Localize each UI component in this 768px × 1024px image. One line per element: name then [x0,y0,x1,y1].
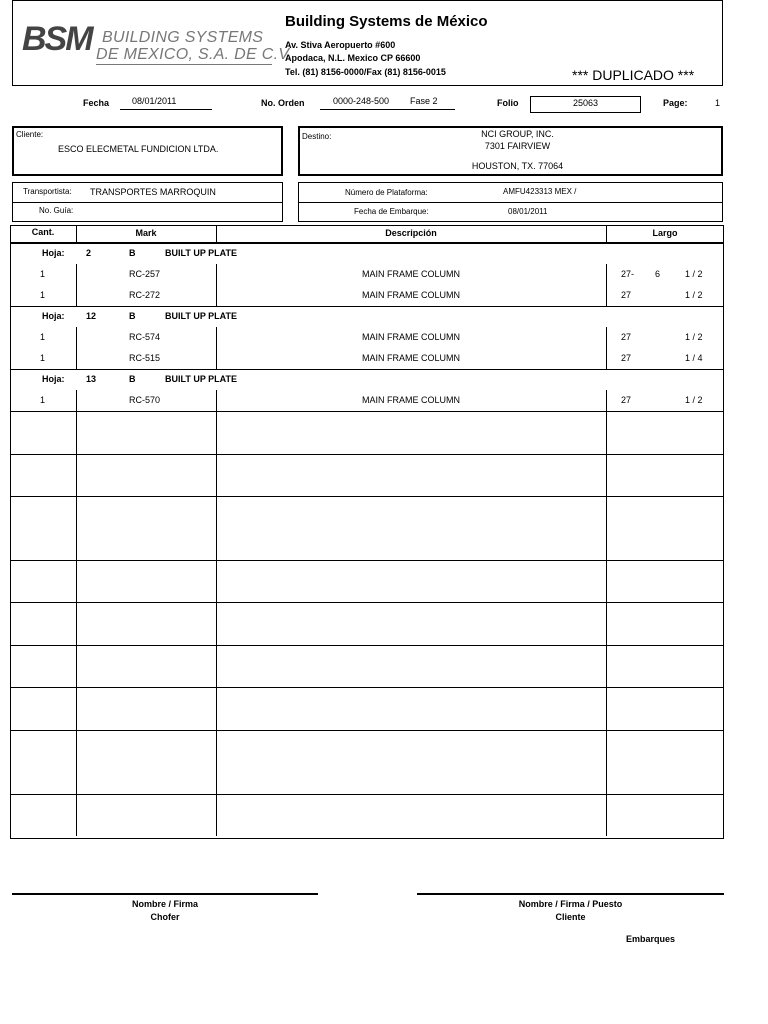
empty-row-divider [10,560,724,561]
logo-underline [96,64,272,65]
group-hoja-label: Hoja: [42,248,65,258]
col-header-cant: Cant. [31,227,55,237]
item-col-sep-3 [606,327,607,369]
empty-row-divider [10,645,724,646]
cliente-name: ESCO ELECMETAL FUNDICION LTDA. [58,144,219,154]
fecha-underline [120,109,212,110]
empty-col-sep-2 [216,454,217,496]
row-cant: 1 [40,353,46,363]
item-col-sep-1 [76,264,77,306]
empty-col-sep-1 [76,411,77,454]
orden-label: No. Orden [261,98,305,108]
group-title: BUILT UP PLATE [165,374,237,384]
row-mark: RC-570 [129,395,161,405]
col-header-largo: Largo [652,228,678,238]
empty-col-sep-3 [606,560,607,602]
row-cant: 1 [40,395,46,405]
destino-line-2: 7301 FAIRVIEW [484,141,551,151]
logo-line-2: DE MEXICO, S.A. DE C.V. [96,46,293,63]
group-top-divider [10,306,724,307]
row-largo-feet: 27 [621,353,632,363]
row-largo-fraction: 1 / 2 [685,269,703,279]
row-largo-fraction: 1 / 4 [685,353,703,363]
plataforma-label: Número de Plataforma: [345,188,428,197]
empty-col-sep-2 [216,496,217,560]
embarques-label: Embarques [626,934,676,944]
row-largo-fraction: 1 / 2 [685,290,703,300]
empty-col-sep-3 [606,687,607,730]
destino-label: Destino: [302,132,332,141]
empty-col-sep-3 [606,411,607,454]
group-code: B [129,374,136,384]
empty-col-sep-3 [606,730,607,794]
embarque-label: Fecha de Embarque: [354,207,429,216]
signature-line-chofer [12,893,318,895]
company-logo: BSM [22,20,92,58]
items-table [10,225,724,839]
header-sep-2 [216,225,217,242]
row-largo-feet: 27- [621,269,635,279]
group-hoja-label: Hoja: [42,311,65,321]
row-largo-feet: 27 [621,332,632,342]
embarque-value: 08/01/2011 [508,207,548,216]
row-mark: RC-515 [129,353,161,363]
empty-col-sep-1 [76,602,77,645]
empty-col-sep-3 [606,645,607,687]
sig-cliente-label-1: Nombre / Firma / Puesto [518,899,623,909]
empty-col-sep-2 [216,602,217,645]
destino-line-3: HOUSTON, TX. 77064 [471,161,564,171]
plataforma-box [298,182,723,222]
transportista-box [12,182,283,222]
empty-col-sep-1 [76,454,77,496]
folio-value: 25063 [572,98,599,108]
guia-label: No. Guía: [39,206,74,215]
empty-col-sep-2 [216,730,217,794]
group-top-divider [10,243,724,244]
group-hoja-number: 12 [86,311,97,321]
page-label: Page: [663,98,688,108]
page-value: 1 [715,98,721,108]
group-code: B [129,248,136,258]
empty-col-sep-1 [76,496,77,560]
cliente-box [12,126,283,176]
group-title: BUILT UP PLATE [165,311,237,321]
row-mark: RC-257 [129,269,161,279]
row-largo-fraction: 1 / 2 [685,332,703,342]
item-col-sep-2 [216,390,217,411]
address-line-1: Av. Stiva Aeropuerto #600 [285,40,396,50]
plataforma-value: AMFU423313 MEX / [503,187,577,196]
empty-col-sep-2 [216,687,217,730]
row-description: MAIN FRAME COLUMN [361,395,460,405]
sig-chofer-label-1: Nombre / Firma [131,899,198,909]
duplicado-stamp [572,67,694,83]
empty-col-sep-1 [76,730,77,794]
empty-col-sep-1 [76,794,77,836]
empty-col-sep-1 [76,645,77,687]
row-mark: RC-272 [129,290,161,300]
empty-col-sep-3 [606,794,607,836]
cliente-label: Cliente: [16,130,44,139]
company-name: Building Systems de México [285,13,488,30]
empty-row-divider [10,794,724,795]
transportista-label: Transportista: [23,187,72,196]
address-line-2: Apodaca, N.L. Mexico CP 66600 [285,53,421,63]
logo-line-1: BUILDING SYSTEMS [102,29,264,46]
header-sep-1 [76,225,77,242]
group-code: B [129,311,136,321]
empty-col-sep-1 [76,687,77,730]
row-description: MAIN FRAME COLUMN [361,353,460,363]
sig-cliente-label-2: Cliente [555,912,586,922]
empty-col-sep-2 [216,560,217,602]
empty-row-divider [10,687,724,688]
destino-line-1: NCI GROUP, INC. [481,129,554,139]
row-description: MAIN FRAME COLUMN [361,290,460,300]
group-hoja-number: 2 [86,248,92,258]
data-end-divider [10,411,724,412]
empty-col-sep-2 [216,411,217,454]
group-hoja-label: Hoja: [42,374,65,384]
plataforma-divider [299,202,722,203]
item-col-sep-2 [216,264,217,306]
empty-col-sep-3 [606,602,607,645]
orden-value: 0000-248-500 [333,96,390,106]
empty-row-divider [10,496,724,497]
group-top-divider [10,369,724,370]
row-cant: 1 [40,332,46,342]
empty-col-sep-3 [606,496,607,560]
signature-line-cliente [417,893,724,895]
row-mark: RC-574 [129,332,161,342]
destino-box [298,126,723,176]
row-cant: 1 [40,269,46,279]
folio-box [530,96,641,113]
group-title: BUILT UP PLATE [165,248,237,258]
item-col-sep-1 [76,390,77,411]
transportista-divider [13,202,282,203]
empty-row-divider [10,454,724,455]
row-largo-inches: 6 [655,269,661,279]
folio-label: Folio [497,98,519,108]
header-sep-3 [606,225,607,242]
row-largo-feet: 27 [621,290,632,300]
item-col-sep-1 [76,327,77,369]
item-col-sep-3 [606,264,607,306]
item-col-sep-2 [216,327,217,369]
empty-row-divider [10,730,724,731]
row-description: MAIN FRAME COLUMN [361,332,460,342]
phone-line: Tel. (81) 8156-0000/Fax (81) 8156-0015 [285,67,446,77]
sig-chofer-label-2: Chofer [150,912,180,922]
col-header-mark: Mark [135,228,157,238]
empty-row-divider [10,602,724,603]
item-col-sep-3 [606,390,607,411]
group-hoja-number: 13 [86,374,97,384]
orden-underline [320,109,455,110]
duplicado-text: *** DUPLICADO *** [572,67,695,83]
row-description: MAIN FRAME COLUMN [361,269,460,279]
empty-col-sep-1 [76,560,77,602]
empty-col-sep-3 [606,454,607,496]
fecha-value: 08/01/2011 [132,96,177,106]
empty-col-sep-2 [216,794,217,836]
fase-value: Fase 2 [410,96,438,106]
fecha-label: Fecha [83,98,110,108]
transportista-value: TRANSPORTES MARROQUIN [90,187,216,197]
col-header-desc: Descripción [385,228,437,238]
empty-col-sep-2 [216,645,217,687]
row-cant: 1 [40,290,46,300]
row-largo-fraction: 1 / 2 [685,395,703,405]
row-largo-feet: 27 [621,395,632,405]
